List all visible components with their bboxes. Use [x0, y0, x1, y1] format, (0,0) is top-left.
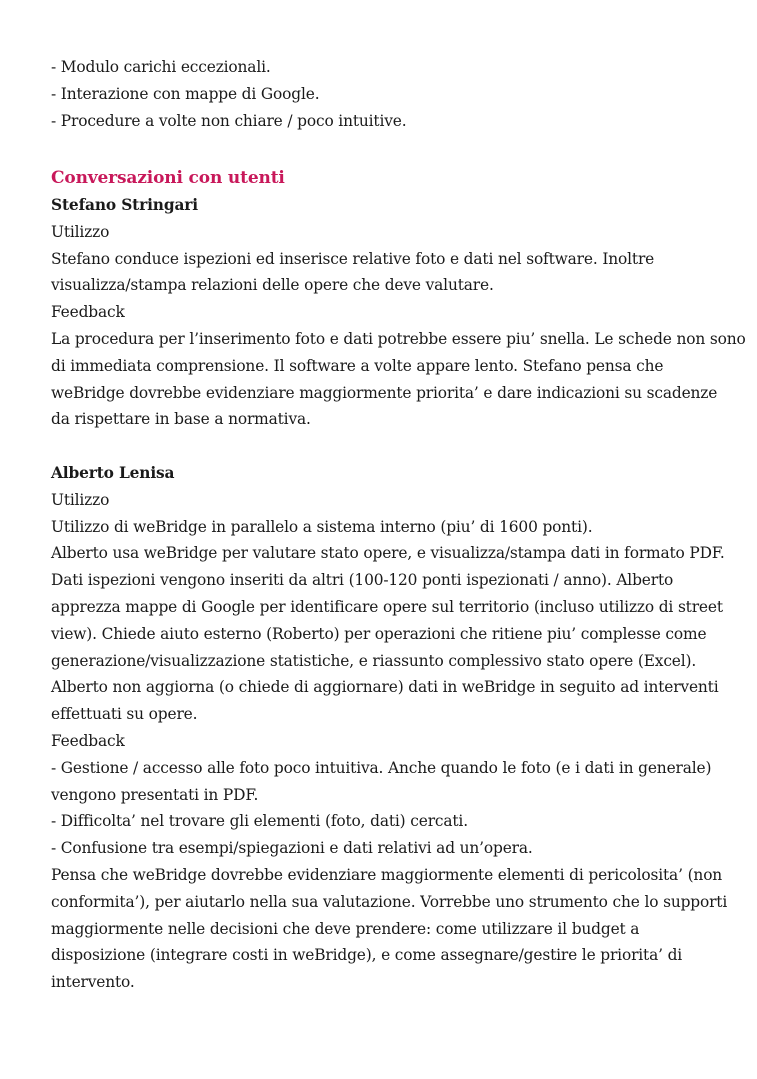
list-item: - Procedure a volte non chiare / poco intuitive. — [51, 111, 407, 130]
list-item: - Interazione con mappe di Google. — [51, 84, 320, 103]
feedback-text-line: - Gestione / accesso alle foto poco intuitiva. Anche quando le foto (e i dati in generale) — [51, 758, 712, 777]
list-item: - Modulo carichi eccezionali. — [51, 58, 271, 76]
user-block-alberto — [51, 460, 731, 996]
feedback-text-line: - Confusione tra esempi/spiegazioni e dati relativi ad un’opera. — [51, 839, 533, 858]
feedback-text-line: maggiormente nelle decisioni che deve prendere: come utilizzare il budget a — [51, 919, 640, 938]
feedback-text-line: conformita’), per aiutarlo nella sua valutazione. Vorrebbe uno strumento che lo supporti — [51, 892, 728, 911]
spacer — [51, 134, 731, 161]
feedback-label: Feedback — [51, 731, 125, 750]
usage-label: Utilizzo — [51, 222, 110, 241]
feedback-text-line: intervento. — [51, 973, 135, 992]
usage-text-line: Stefano conduce ispezioni ed inserisce relative foto e dati nel software. Inoltre — [51, 249, 655, 268]
document-page — [51, 54, 746, 996]
feedback-text-line: vengono presentati in PDF. — [51, 785, 259, 804]
feedback-text-line: di immediata comprensione. Il software a volte appare lento. Stefano pensa che — [51, 356, 664, 375]
feedback-text-line: Pensa che weBridge dovrebbe evidenziare maggiormente elementi di pericolosita’ (non — [51, 865, 723, 884]
feedback-text-line: disposizione (integrare costi in weBridge), e come assegnare/gestire le priorita’ di — [51, 946, 683, 965]
usage-text-line: generazione/visualizzazione statistiche, e riassunto complessivo stato opere (Excel). — [51, 651, 697, 670]
feedback-text-line: weBridge dovrebbe evidenziare maggiormente priorita’ e dare indicazioni su scadenze — [51, 383, 718, 402]
usage-text-line: Alberto usa weBridge per valutare stato opere, e visualizza/stampa dati in formato PDF. — [51, 544, 725, 563]
usage-text-line: effettuati su opere. — [51, 705, 198, 724]
usage-text-line: visualizza/stampa relazioni delle opere che deve valutare. — [51, 276, 494, 295]
feedback-text-line: La procedura per l’inserimento foto e dati potrebbe essere piu’ snella. Le schede non sono — [51, 329, 746, 348]
usage-text-line: view). Chiede aiuto esterno (Roberto) per operazioni che ritiene piu’ complesse come — [51, 624, 707, 643]
feedback-text-line: - Difficolta’ nel trovare gli elementi (foto, dati) cercati. — [51, 812, 468, 831]
feedback-label: Feedback — [51, 303, 125, 322]
feedback-text-line: da rispettare in base a normativa. — [51, 410, 311, 429]
usage-text-line: Utilizzo di weBridge in parallelo a sistema interno (piu’ di 1600 ponti). — [51, 517, 593, 536]
section-heading: Conversazioni con utenti — [51, 168, 285, 189]
user-block-stefano — [51, 192, 746, 433]
usage-text-line: Dati ispezioni vengono inseriti da altri (100-120 ponti ispezionati / anno). Alberto — [51, 571, 674, 590]
user-name: Stefano Stringari — [51, 195, 198, 214]
intro-list — [51, 54, 731, 134]
spacer — [51, 433, 731, 460]
usage-text-line: Alberto non aggiorna (o chiede di aggiornare) dati in weBridge in seguito ad interventi — [51, 678, 719, 697]
usage-text-line: apprezza mappe di Google per identificare opere sul territorio (incluso utilizzo di street — [51, 597, 723, 616]
usage-label: Utilizzo — [51, 490, 110, 509]
user-name: Alberto Lenisa — [51, 463, 175, 482]
